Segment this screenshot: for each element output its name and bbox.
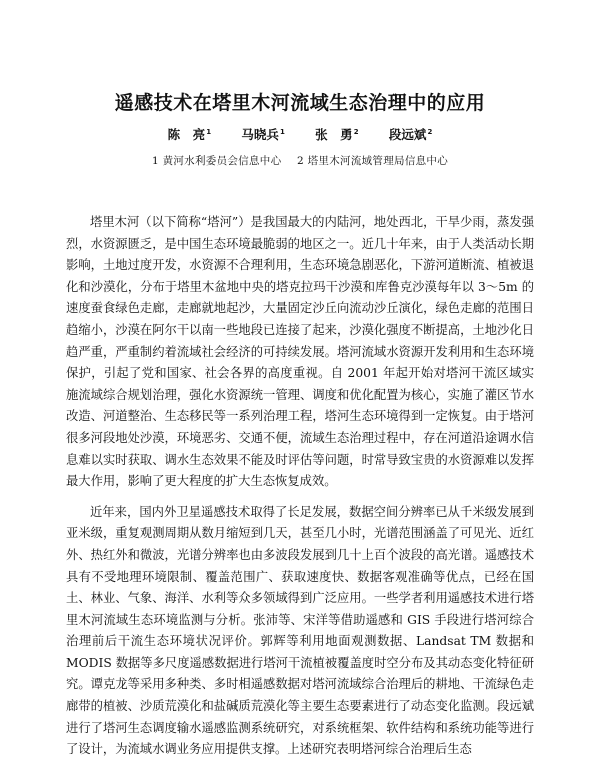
author-list	[0, 125, 600, 143]
author	[315, 125, 358, 143]
paragraph: 近年来，国内外卫星遥感技术取得了长足发展，数据空间分辨率已从千米级发展到亚米级，重复观测周期从数月缩短到几天，甚至几小时，光谱范围涵盖了可见光、近红外、热红外和微波，光谱分辨率也由多波段发展到几十上百个波段的高光谱。遥感技术具有不受地理环境限制、覆盖范围广、获取速度快、数据客观准确等优点，已经在国土、林业、气象、海洋、水利等众多领域得到广泛应用。一些学者利用遥感技术进行塔里木河流域生态环境监测与分析。张沛等、宋洋等借助遥感和 GIS 手段进行塔河综合治理前后干流生态环境状况评价。郭辉等利用地面观测数据、Landsat TM 数据和 MODIS 数据等多尺度遥感数据进行塔河干流植被覆盖度时空分布及其动态变化特征研究。谭克龙等采用多种类、多时相遥感数据对塔河流域综合治理后的耕地、干流绿色走廊带的植被、沙质荒漠化和盐碱质荒漠化等主要生态要素进行了动态变化监测。段远斌进行了塔河生态调度输水遥感监测系统研究，对系统框架、软件结构和系统功能等进行了设计，为流域水调业务应用提供支撑。上述研究表明塔河综合治理后生态	[66, 504, 534, 757]
paragraph: 塔里木河（以下简称“塔河”）是我国最大的内陆河，地处西北，干旱少雨，蒸发强烈，水资源匮乏，是中国生态环境最脆弱的地区之一。近几十年来，由于人类活动长期影响，土地过度开发，水资源不合理利用，生态环境急剧恶化，下游河道断流、植被退化和沙漠化，分布于塔里木盆地中央的塔克拉玛干沙漠和库鲁克沙漠每年以 3～5m 的速度蚕食绿色走廊，走廊就地起沙，大量固定沙丘向流动沙丘演化，绿色走廊的范围日趋缩小，沙漠在阿尔干以南一些地段已连接了起来，沙漠化强度不断提高，土地沙化日趋严重，严重制约着流域社会经济的可持续发展。塔河流域水资源开发利用和生态环境保护，引起了党和国家、社会各界的高度重视。自 2001 年起开始对塔河干流区域实施流域综合规划治理，强化水资源统一管理、调度和优化配置为核心，实施了灌区节水改造、河道整治、生态移民等一系列治理工程，塔河生态环境得到一定恢复。由于塔河很多河段地处沙漠，环境恶劣、交通不便，流域生态治理过程中，存在河道沿途调水信息难以实时获取、调水生态效果不能及时评估等问题，时常导致宝贵的水资源难以发挥最大作用，影响了更大程度的扩大生态恢复成效。	[66, 215, 534, 489]
author-name: 段远斌	[388, 127, 427, 142]
author	[389, 125, 432, 143]
author-affil-mark: 1	[279, 127, 285, 136]
author-affil-mark: 2	[353, 127, 359, 136]
author-affil-mark: 2	[427, 127, 433, 136]
author-name: 马晓兵	[241, 127, 279, 142]
author	[168, 125, 211, 143]
body-text	[66, 212, 534, 761]
affiliation: 2 塔里木河流域管理局信息中心	[297, 155, 449, 167]
paper-title: 遥感技术在塔里木河流域生态治理中的应用	[114, 92, 486, 114]
affiliation: 1 黄河水利委员会信息中心	[151, 155, 282, 167]
author-name: 张 勇	[315, 127, 353, 142]
author-name: 陈 亮	[167, 127, 206, 142]
affiliations	[0, 153, 600, 168]
author	[241, 125, 284, 143]
author-affil-mark: 1	[206, 127, 212, 136]
